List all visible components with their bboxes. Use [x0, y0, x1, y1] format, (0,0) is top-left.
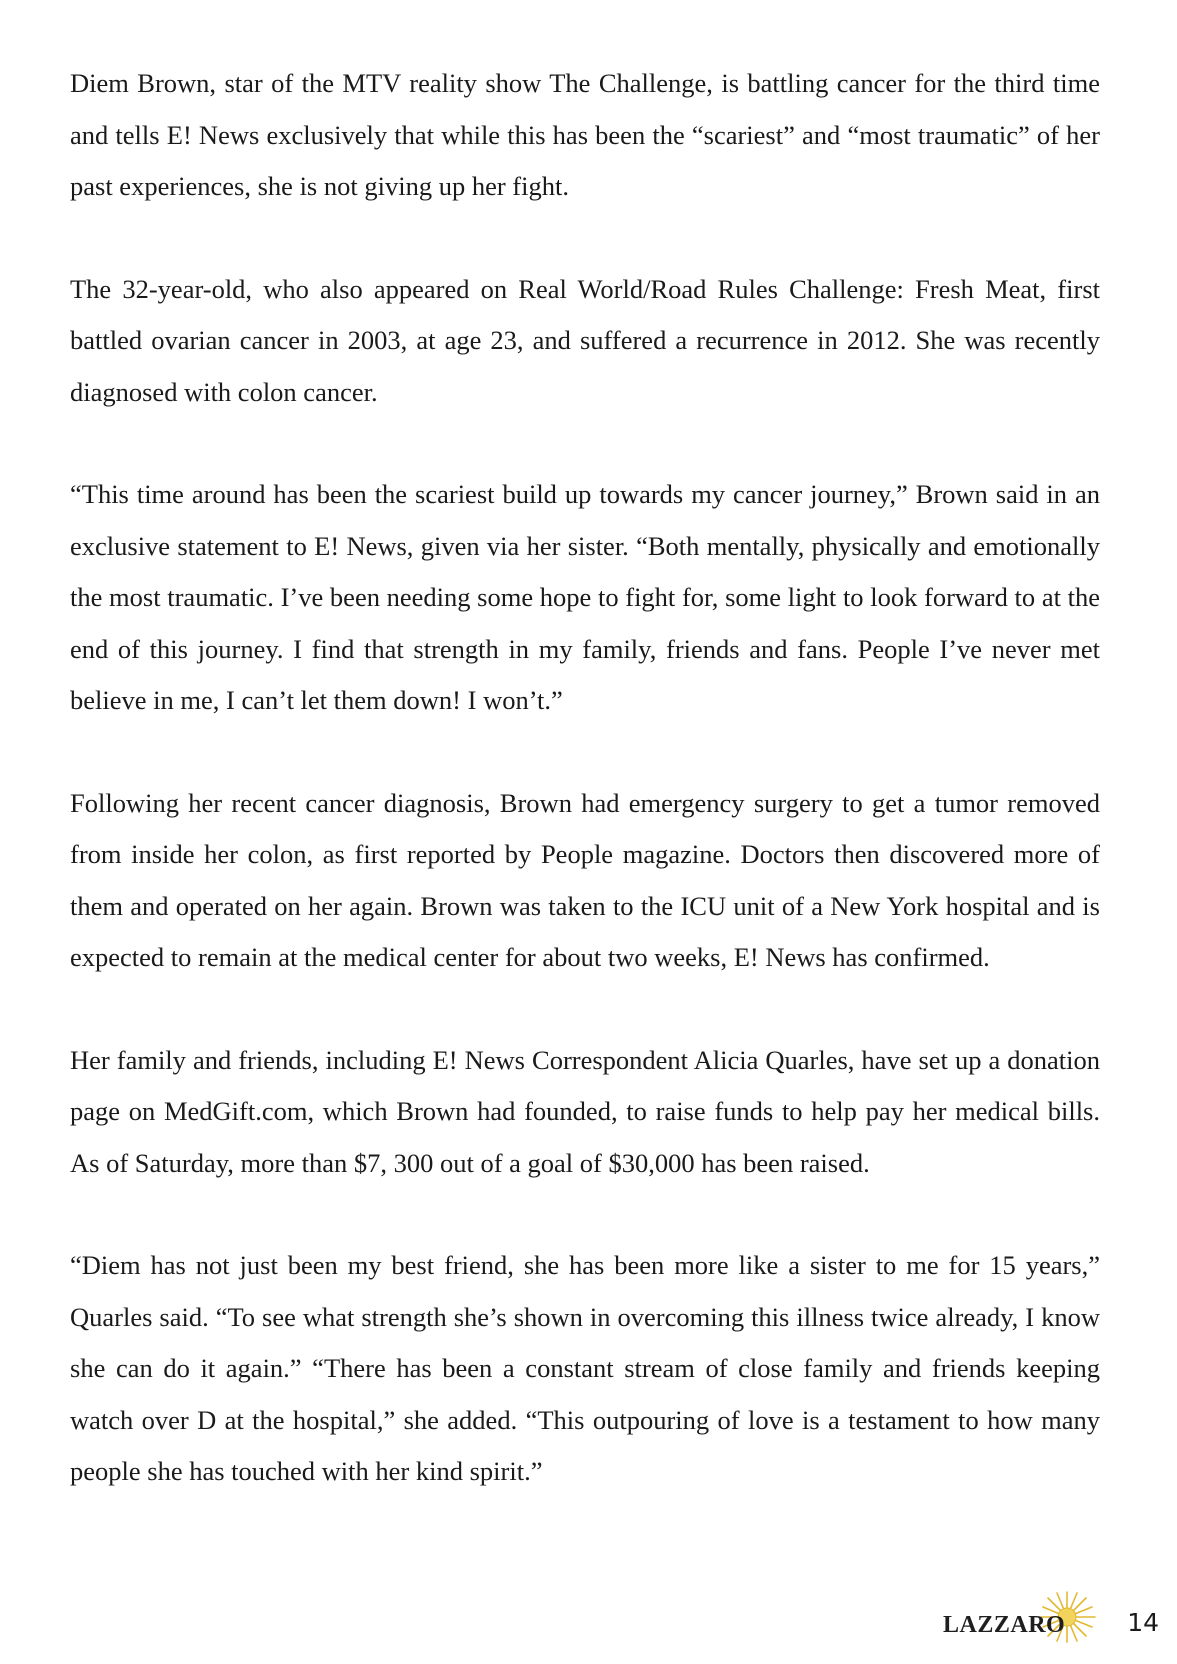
logo-wordmark: LAZZARO [943, 1612, 1066, 1638]
article-paragraph-1: Diem Brown, star of the MTV reality show The Challenge, is battling cancer for the third time and tells E! News exclusively that while this has been the “scariest” and “most traumatic” of her past experiences, she is not giving up her fight. [70, 68, 1100, 201]
article-paragraph-5: Her family and friends, including E! News Correspondent Alicia Quarles, have set up a donation page on MedGift.com, which Brown had founded, to raise funds to help pay her medical bills. As of Saturday, more than $7, 300 out of a goal of $30,000 has been raised. [70, 1044, 1100, 1178]
article-paragraph-3: “This time around has been the scariest build up towards my cancer journey,” Brown said in an exclusive statement to E! News, given via her sister. “Both mentally, physically and emotionally the most traumatic. I’ve been needing some hope to fight for, some light to look forward to at the end of this journey. I find that strength in my family, friends and fans. People I’ve never met believe in me, I can’t let them down! I won’t.” [70, 479, 1100, 715]
article-paragraph-4: Following her recent cancer diagnosis, Brown had emergency surgery to get a tumor removed from inside her colon, as first reported by People magazine. Doctors then discovered more of them and operated on her again. Brown was taken to the ICU unit of a New York hospital and is expected to remain at the medical center for about two weeks, E! News has confirmed. [70, 787, 1100, 972]
page-number: 14 [1127, 1608, 1159, 1637]
article-paragraph-6: “Diem has not just been my best friend, she has been more like a sister to me for 15 years,” Quarles said. “To see what strength she’s shown in overcoming this illness twice already, I know she can do it again.” “There has been a constant stream of close family and friends keeping watch over D at the hospital,” she added. “This outpouring of love is a testament to how many people she has touched with her kind spirit.” [70, 1250, 1100, 1486]
article-body [70, 58, 1100, 1549]
lazzaro-logo [933, 1590, 1103, 1644]
page-footer [933, 1584, 1163, 1644]
article-paragraph-2: The 32-year-old, who also appeared on Real World/Road Rules Challenge: Fresh Meat, first battled ovarian cancer in 2003, at age 23, and suffered a recurrence in 2012. She was recently diagnosed with colon cancer. [70, 273, 1100, 407]
